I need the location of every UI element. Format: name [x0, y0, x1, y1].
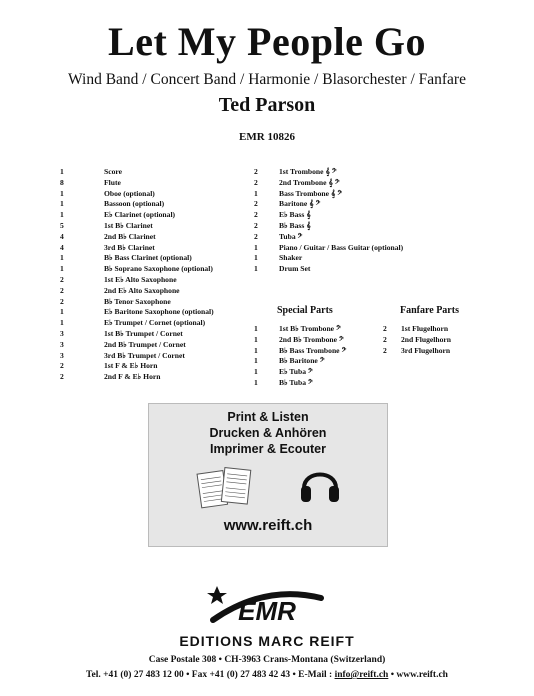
part-name: Shaker — [279, 253, 303, 263]
part-name: B♭ Bass 𝄞 — [279, 220, 311, 230]
part-qty: 2 — [254, 177, 258, 187]
parts-list-left — [60, 167, 214, 383]
part-qty: 1 — [60, 264, 64, 274]
fanfare-parts-heading: Fanfare Parts — [400, 305, 459, 316]
part-name: 1st F & E♭ Horn — [104, 361, 158, 371]
part-name: 1st B♭ Trombone 𝄢 — [279, 324, 341, 333]
part-row — [60, 264, 214, 275]
part-qty: 1 — [254, 367, 258, 377]
part-row — [254, 210, 403, 221]
part-qty: 1 — [60, 318, 64, 328]
part-name: 1st E♭ Alto Saxophone — [104, 274, 177, 284]
part-row — [254, 189, 403, 200]
part-name: 1st B♭ Clarinet — [104, 220, 153, 230]
part-name: Piano / Guitar / Bass Guitar (optional) — [279, 242, 404, 252]
contact-website: • www.reift.ch — [388, 670, 448, 680]
ensemble-subtitle: Wind Band / Concert Band / Harmonie / Blasorchester / Fanfare — [68, 71, 466, 88]
part-name: B♭ Bass Trombone 𝄢 — [279, 345, 347, 355]
part-qty: 2 — [60, 361, 64, 371]
part-qty: 1 — [60, 199, 64, 209]
part-row — [60, 243, 214, 254]
part-qty: 1 — [60, 253, 64, 263]
part-qty: 3 — [60, 350, 64, 360]
special-parts-list — [254, 324, 346, 389]
part-name: Bass Trombone 𝄞 𝄢 — [279, 188, 343, 198]
part-qty: 1 — [60, 307, 64, 317]
part-name: B♭ Bass Clarinet (optional) — [104, 253, 192, 263]
part-qty: 1 — [254, 242, 258, 252]
part-qty: 2 — [254, 199, 258, 209]
part-qty: 1 — [254, 377, 258, 387]
part-row — [254, 243, 403, 254]
part-row — [254, 367, 346, 378]
print-listen-promo-box — [148, 403, 388, 547]
part-name: B♭ Soprano Saxophone (optional) — [104, 264, 213, 274]
part-name: 2nd F & E♭ Horn — [104, 372, 161, 382]
part-name: 2nd Trombone 𝄞 𝄢 — [279, 177, 340, 187]
part-qty: 1 — [254, 264, 258, 274]
part-row — [254, 221, 403, 232]
part-name: E♭ Baritone Saxophone (optional) — [104, 307, 214, 317]
part-row — [254, 232, 403, 243]
part-row — [60, 199, 214, 210]
part-qty: 1 — [254, 253, 258, 263]
part-row — [60, 297, 214, 308]
part-qty: 2 — [60, 372, 64, 382]
part-qty: 2 — [254, 220, 258, 230]
part-qty: 2 — [383, 324, 387, 333]
part-row — [60, 232, 214, 243]
part-qty: 3 — [60, 339, 64, 349]
part-row — [254, 335, 346, 346]
part-row — [60, 318, 214, 329]
part-qty: 2 — [60, 296, 64, 306]
part-row — [383, 324, 451, 335]
part-qty: 1 — [254, 356, 258, 366]
part-qty: 2 — [254, 231, 258, 241]
part-name: Drum Set — [279, 264, 311, 274]
part-name: Bassoon (optional) — [104, 199, 165, 209]
part-row — [60, 189, 214, 200]
part-name: B♭ Tuba 𝄢 — [279, 377, 313, 387]
part-row — [60, 340, 214, 351]
part-row — [60, 372, 214, 383]
part-qty: 1 — [254, 334, 258, 344]
part-qty: 2 — [60, 285, 64, 295]
part-name: B♭ Tenor Saxophone — [104, 296, 171, 306]
special-parts-heading: Special Parts — [277, 305, 333, 316]
part-qty: 1 — [60, 188, 64, 198]
publisher-contact — [0, 670, 534, 680]
part-row — [254, 264, 403, 275]
part-name: 3rd B♭ Clarinet — [104, 242, 155, 252]
part-name: 1st B♭ Trumpet / Cornet — [104, 328, 183, 338]
part-name: 3rd B♭ Trumpet / Cornet — [104, 350, 185, 360]
part-qty: 4 — [60, 242, 64, 252]
part-row — [254, 346, 346, 357]
part-name: Oboe (optional) — [104, 188, 155, 198]
part-qty: 2 — [383, 334, 387, 344]
part-row — [254, 167, 403, 178]
part-name: E♭ Bass 𝄞 — [279, 210, 311, 220]
part-name: 2nd B♭ Trombone 𝄢 — [279, 334, 344, 344]
part-name: Tuba 𝄢 — [279, 231, 303, 241]
part-name: E♭ Trumpet / Cornet (optional) — [104, 318, 206, 328]
catalog-number: EMR 10826 — [239, 131, 295, 143]
svg-text:EMR: EMR — [238, 596, 296, 626]
part-row — [60, 286, 214, 297]
part-qty: 2 — [254, 210, 258, 220]
part-row — [60, 275, 214, 286]
promo-line-1: Print & Listen — [227, 410, 309, 424]
part-qty: 1 — [254, 188, 258, 198]
part-qty: 1 — [60, 167, 64, 176]
part-row — [60, 329, 214, 340]
emr-logo — [205, 580, 329, 632]
part-qty: 2 — [60, 274, 64, 284]
parts-list-right — [254, 167, 403, 275]
piece-title: Let My People Go — [108, 19, 426, 64]
part-row — [60, 351, 214, 362]
part-name: E♭ Tuba 𝄢 — [279, 367, 313, 377]
part-row — [60, 221, 214, 232]
part-row — [254, 324, 346, 335]
part-name: 2nd E♭ Alto Saxophone — [104, 285, 180, 295]
part-name: 1st Trombone 𝄞 𝄢 — [279, 167, 337, 176]
part-name: 2nd B♭ Clarinet — [104, 231, 156, 241]
part-name: Flute — [104, 177, 121, 187]
part-qty: 5 — [60, 220, 64, 230]
promo-url: www.reift.ch — [223, 517, 313, 534]
part-row — [254, 178, 403, 189]
part-name: 1st Flugelhorn — [401, 324, 449, 333]
part-name: B♭ Baritone 𝄢 — [279, 356, 325, 366]
headphones-icon — [297, 460, 343, 506]
part-qty: 4 — [60, 231, 64, 241]
part-row — [60, 253, 214, 264]
part-qty: 1 — [254, 345, 258, 355]
part-row — [383, 346, 451, 357]
part-row — [254, 253, 403, 264]
part-row — [60, 210, 214, 221]
part-name: Baritone 𝄞 𝄢 — [279, 199, 321, 209]
part-qty: 2 — [254, 167, 258, 176]
composer-name: Ted Parson — [218, 94, 316, 116]
fanfare-parts-list — [383, 324, 451, 356]
promo-line-3: Imprimer & Ecouter — [209, 442, 326, 456]
part-qty: 3 — [60, 328, 64, 338]
part-qty: 2 — [383, 345, 387, 355]
sheet-music-icon — [193, 462, 263, 510]
part-row — [254, 356, 346, 367]
promo-line-2: Drucken & Anhören — [209, 426, 327, 440]
contact-phone-fax: Tel. +41 (0) 27 483 12 00 • Fax +41 (0) 27 483 42 43 • E-Mail : — [86, 670, 335, 680]
part-name: E♭ Clarinet (optional) — [104, 210, 176, 220]
part-qty: 8 — [60, 177, 64, 187]
part-row — [383, 335, 451, 346]
part-name: 2nd Flugelhorn — [401, 334, 452, 344]
part-name: Score — [104, 167, 122, 176]
part-name: 2nd B♭ Trumpet / Cornet — [104, 339, 186, 349]
part-row — [60, 178, 214, 189]
publisher-name: EDITIONS MARC REIFT — [179, 633, 355, 649]
part-qty: 1 — [60, 210, 64, 220]
publisher-address: Case Postale 308 • CH-3963 Crans-Montana (Switzerland) — [148, 655, 386, 665]
part-qty: 1 — [254, 324, 258, 333]
part-row — [254, 199, 403, 210]
part-row — [60, 307, 214, 318]
part-row — [60, 167, 214, 178]
email-link[interactable]: info@reift.ch — [334, 670, 389, 680]
part-row — [60, 361, 214, 372]
part-row — [254, 378, 346, 389]
part-name: 3rd Flugelhorn — [401, 345, 451, 355]
